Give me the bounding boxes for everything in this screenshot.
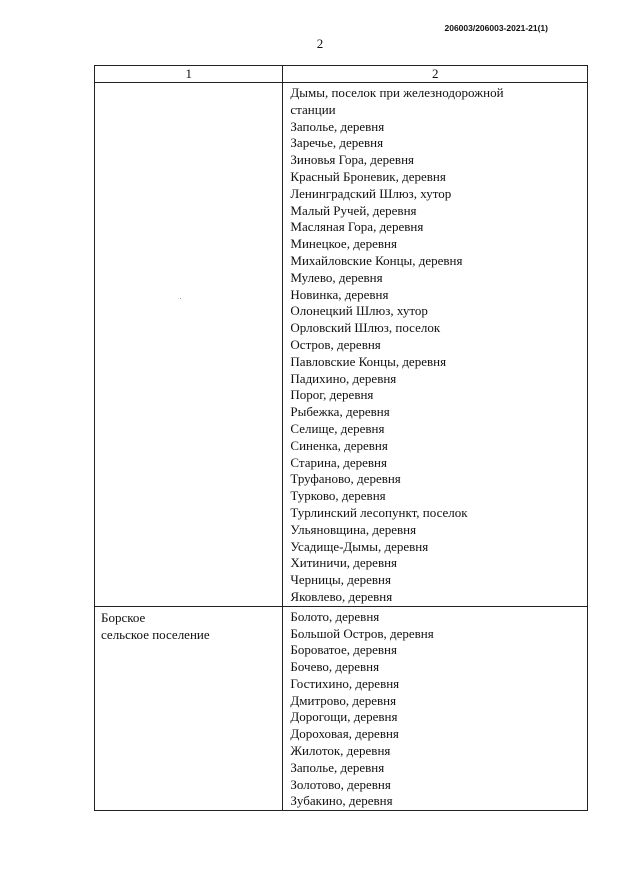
list-item: Олонецкий Шлюз, хутор bbox=[290, 303, 428, 319]
table-header-row bbox=[95, 66, 588, 83]
list-item: Заполье, деревня bbox=[290, 118, 385, 134]
settlement-cell bbox=[95, 83, 283, 607]
list-item: Большой Остров, деревня bbox=[290, 625, 434, 641]
list-item: Новинка, деревня bbox=[290, 286, 389, 302]
list-item: Турлинский лесопункт, поселок bbox=[290, 504, 468, 520]
list-item: Дымы, поселок при железнодорожной bbox=[290, 85, 504, 100]
list-item: Жилоток, деревня bbox=[290, 743, 391, 759]
list-item: Синенка, деревня bbox=[290, 437, 388, 453]
list-item: Ульяновщина, деревня bbox=[290, 521, 417, 537]
table-body bbox=[95, 83, 588, 811]
list-item: Малый Ручей, деревня bbox=[290, 202, 417, 218]
column-header-1: 1 bbox=[95, 66, 283, 83]
list-item: Гостихино, деревня bbox=[290, 675, 400, 691]
list-item: Заречье, деревня bbox=[290, 135, 384, 151]
list-item: Павловские Концы, деревня bbox=[290, 353, 447, 369]
list-item: Порог, деревня bbox=[290, 387, 374, 403]
localities-cell bbox=[283, 83, 588, 607]
column-header-2: 2 bbox=[283, 66, 588, 83]
list-item: Зубакино, деревня bbox=[290, 793, 393, 809]
list-item: Дороховая, деревня bbox=[290, 726, 399, 742]
list-item: Мулево, деревня bbox=[290, 269, 383, 285]
list-item: Рыбежка, деревня bbox=[290, 404, 390, 420]
list-item: Дмитрово, деревня bbox=[290, 692, 397, 708]
list-item: станции bbox=[290, 101, 336, 117]
table-row bbox=[95, 606, 588, 811]
settlement-name-line: Борское bbox=[101, 609, 146, 625]
settlements-table bbox=[94, 65, 588, 811]
settlement-name-line: сельское поселение bbox=[101, 626, 210, 642]
list-item: Масляная Гора, деревня bbox=[290, 219, 424, 235]
list-item: Болото, деревня bbox=[290, 608, 380, 624]
settlement-name bbox=[95, 607, 282, 644]
localities-cell bbox=[283, 606, 588, 811]
list-item: Черницы, деревня bbox=[290, 572, 391, 588]
list-item: Михайловские Концы, деревня bbox=[290, 252, 463, 268]
settlement-name bbox=[95, 83, 282, 86]
list-item: Яковлево, деревня bbox=[290, 588, 393, 604]
list-item: Дорогощи, деревня bbox=[290, 709, 398, 725]
list-item: Заполье, деревня bbox=[290, 759, 385, 775]
list-item: Хитиничи, деревня bbox=[290, 555, 398, 571]
list-item: Труфаново, деревня bbox=[290, 471, 401, 487]
list-item: Бочево, деревня bbox=[290, 659, 380, 675]
page-number: 2 bbox=[316, 36, 324, 51]
list-item: Селище, деревня bbox=[290, 420, 385, 436]
localities-list bbox=[283, 607, 587, 811]
document-id: 206003/206003-2021-21(1) bbox=[444, 23, 548, 33]
list-item: Остров, деревня bbox=[290, 336, 381, 352]
list-item: Падихино, деревня bbox=[290, 370, 397, 386]
localities-list bbox=[283, 83, 587, 606]
list-item: Золотово, деревня bbox=[290, 776, 391, 792]
table-row bbox=[95, 83, 588, 607]
list-item: Орловский Шлюз, поселок bbox=[290, 320, 441, 336]
list-item: Минецкое, деревня bbox=[290, 236, 397, 252]
list-item: Зиновья Гора, деревня bbox=[290, 152, 415, 168]
list-item: Усадище-Дымы, деревня bbox=[290, 538, 429, 554]
scan-speck bbox=[180, 298, 181, 299]
settlement-cell bbox=[95, 606, 283, 811]
list-item: Красный Броневик, деревня bbox=[290, 168, 446, 184]
list-item: Турково, деревня bbox=[290, 488, 386, 504]
list-item: Ленинградский Шлюз, хутор bbox=[290, 185, 452, 201]
list-item: Старина, деревня bbox=[290, 454, 387, 470]
list-item: Бороватое, деревня bbox=[290, 642, 397, 658]
